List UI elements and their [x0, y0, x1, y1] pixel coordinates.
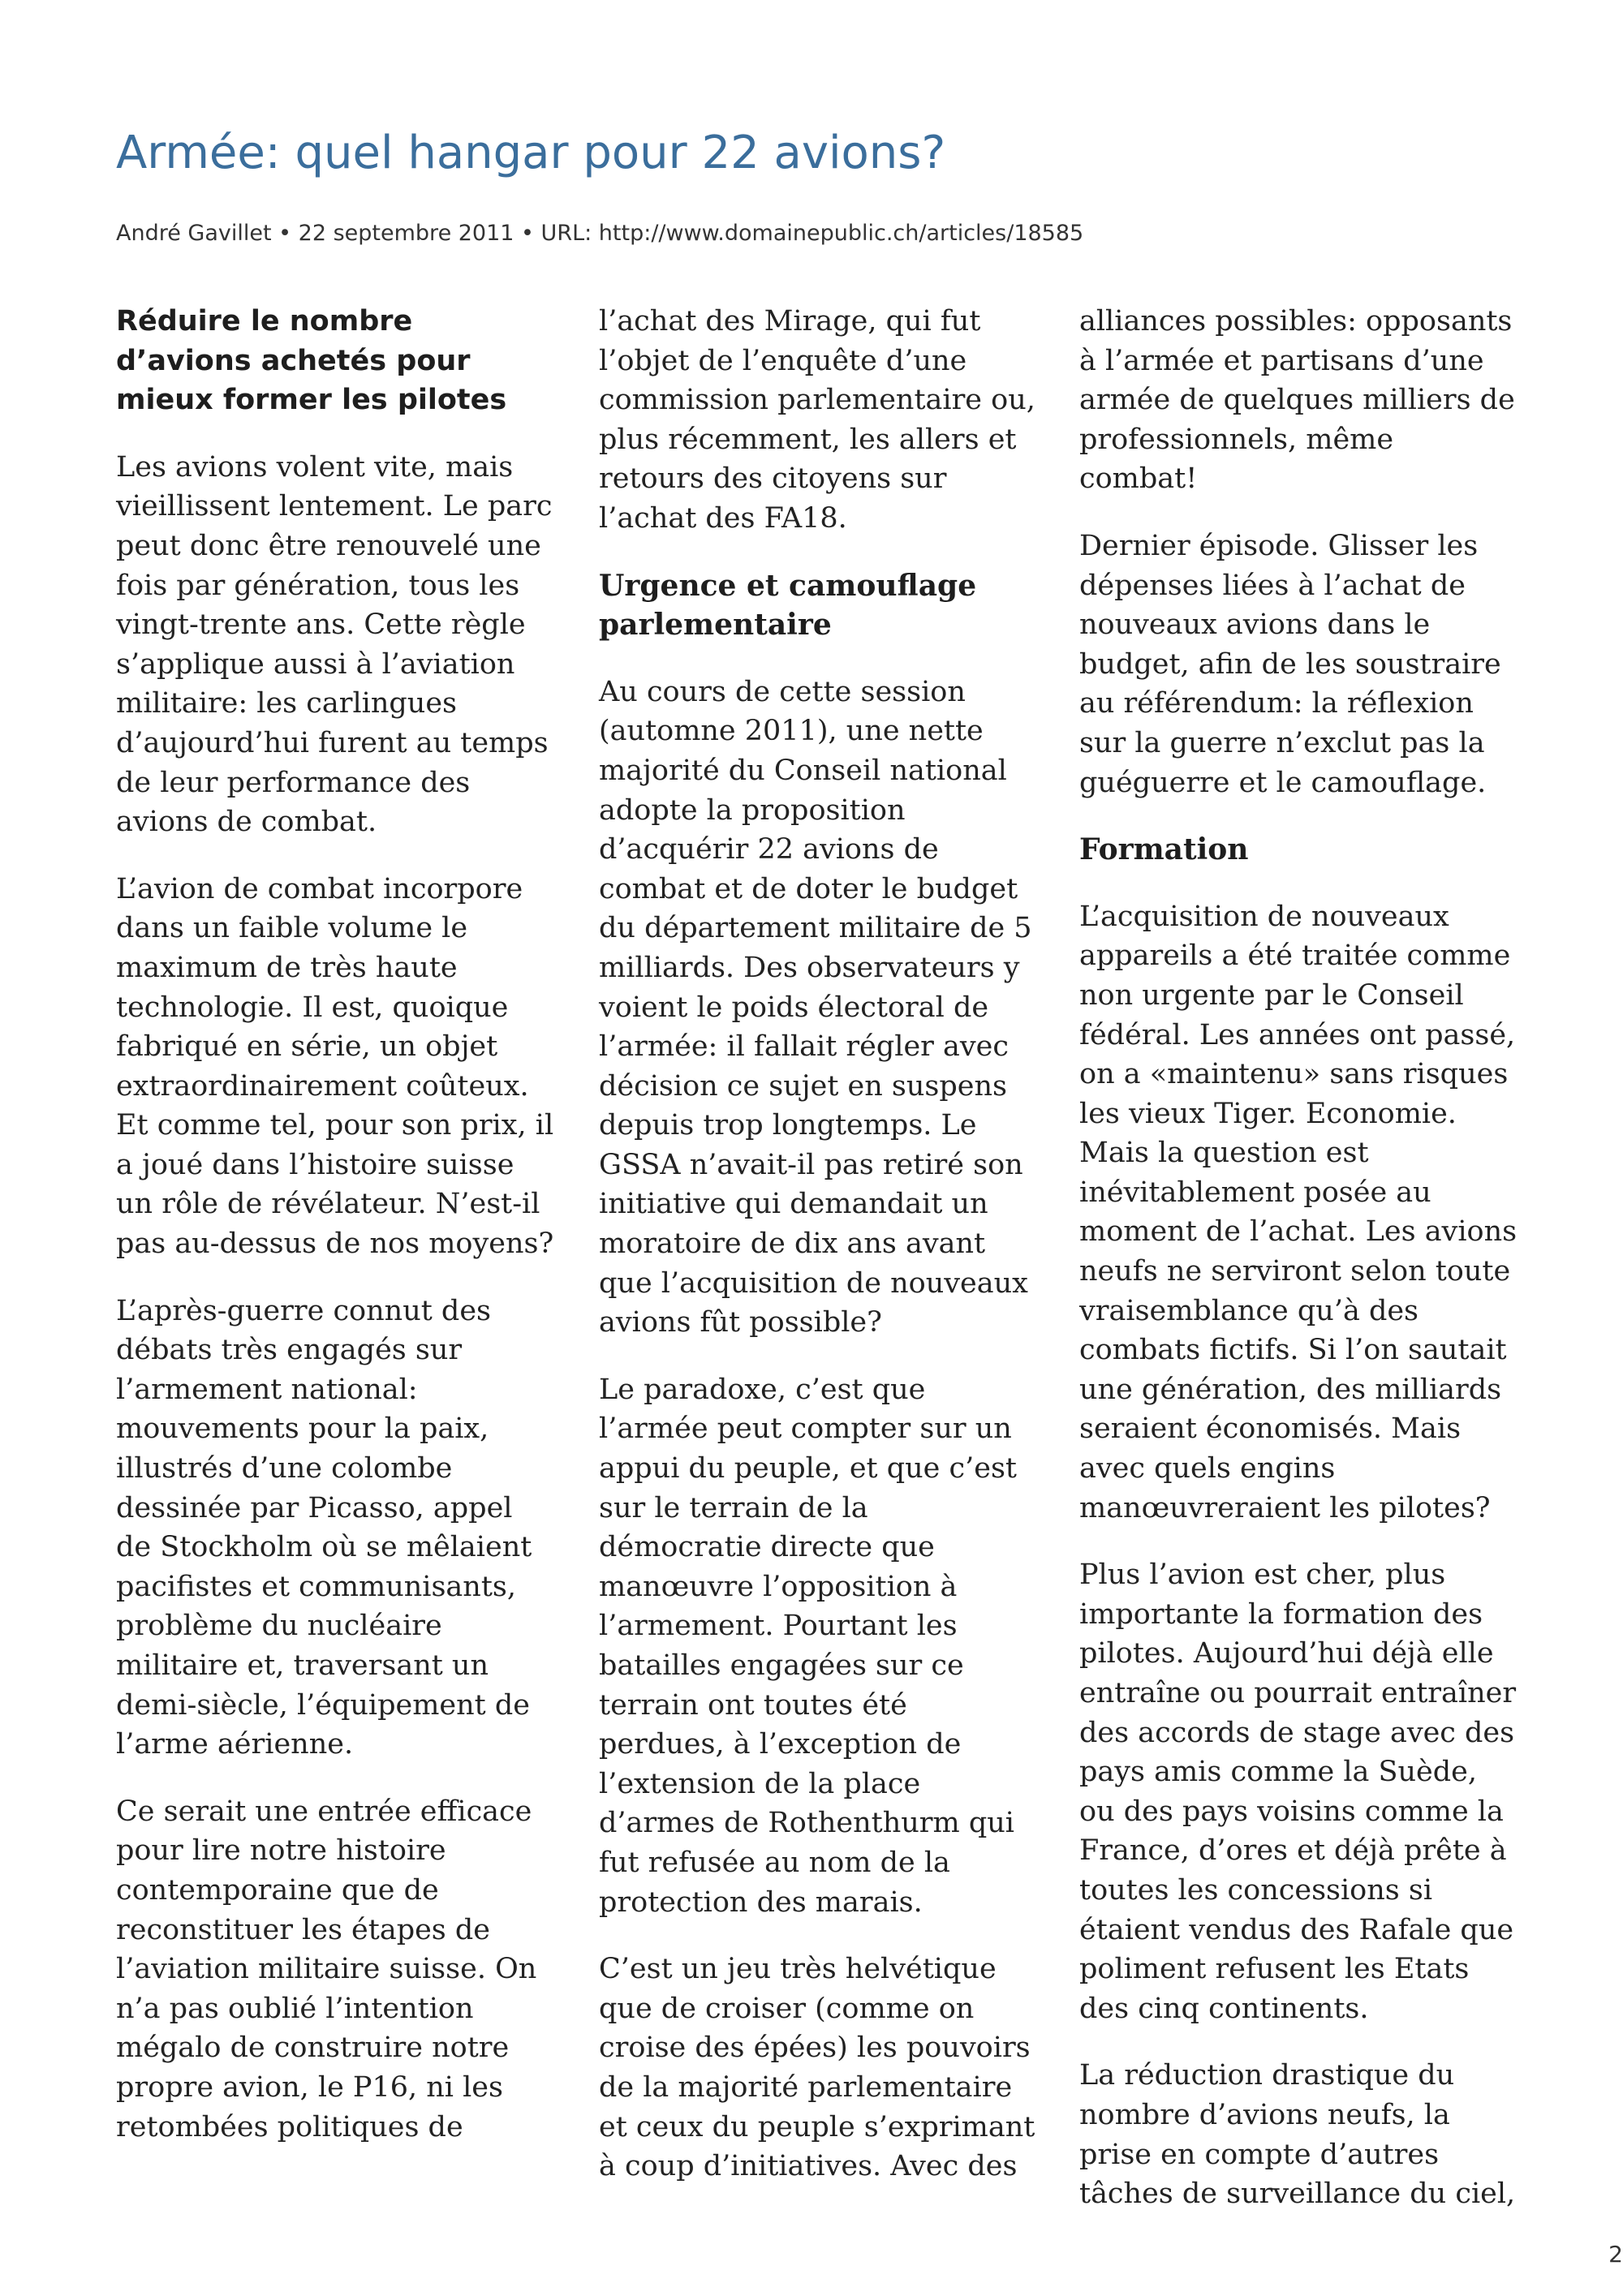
- section-heading: Formation: [1079, 832, 1249, 867]
- paragraph: L’avion de combat incorpore dans un faible volume le maximum de très haute technologie. Il est, quoique fabriqué en série, un objet extraordinairement coûteux. Et comme tel, pour son prix, il a joué dans l’histoire suisse un rôle de révélateur. N’est-il pas au-dessus de nos moyens?: [116, 872, 554, 1261]
- paragraph: Plus l’avion est cher, plus importante la formation des pilotes. Aujourd’hui déjà elle entraîne ou pourrait entraîner des accords de stage avec des pays amis comme la Suède, ou des pays voisins comme la France, d’ores et déjà prête à toutes les concessions si étaient vendus des Rafale que poliment refusent les Etats des cinq continents.: [1079, 1559, 1517, 2025]
- section-heading: Réduire le nombre d’avions achetés pour mieux former les pilotes: [116, 305, 507, 417]
- section-heading: Urgence et camouflage parlementaire: [599, 568, 977, 643]
- paragraph: alliances possibles: opposants à l’armée et partisans d’une armée de quelques milliers de professionnels, même combat!: [1079, 305, 1515, 496]
- paragraph: Les avions volent vite, mais vieillissent lentement. Le parc peut donc être renouvelé une fois par génération, tous les vingt-trente ans. Cette règle s’applique aussi à l’aviation militaire: les carlingues d’aujourd’hui furent au temps de leur performance des avions de combat.: [116, 450, 553, 839]
- text-column-2: [599, 302, 1037, 2214]
- text-column-1: [116, 302, 554, 2174]
- article-title: Armée: quel hangar pour 22 avions?: [116, 127, 946, 179]
- article-byline: André Gavillet • 22 septembre 2011 • URL: http://www.domainepublic.ch/articles/18585: [116, 221, 1084, 246]
- paragraph: Ce serait une entrée efficace pour lire notre histoire contemporaine que de reconstituer les étapes de l’aviation militaire suisse. On n’a pas oublié l’intention mégalo de construire notre propre avion, le P16, ni les retombées politiques de: [116, 1795, 537, 2143]
- text-column-3: [1079, 302, 1518, 2242]
- paragraph: L’acquisition de nouveaux appareils a été traitée comme non urgente par le Conseil fédéral. Les années ont passé, on a «maintenu» sans risques les vieux Tiger. Economie. Mais la question est inévitablement posée au moment de l’achat. Les avions neufs ne serviront selon toute vraisemblance qu’à des combats fictifs. Si l’on sautait une génération, des milliards seraient économisés. Mais avec quels engins manœuvreraient les pilotes?: [1079, 900, 1518, 1524]
- paragraph: L’après-guerre connut des débats très engagés sur l’armement national: mouvements pour la paix, illustrés d’une colombe dessinée par Picasso, appel de Stockholm où se mêlaient pacifistes et communisants, problème du nucléaire militaire et, traversant un demi-siècle, l’équipement de l’arme aérienne.: [116, 1294, 532, 1761]
- paragraph: l’achat des Mirage, qui fut l’objet de l’enquête d’une commission parlementaire ou, plus récemment, les allers et retours des citoyens sur l’achat des FA18.: [599, 305, 1035, 535]
- paragraph: C’est un jeu très helvétique que de croiser (comme on croise des épées) les pouvoirs de la majorité parlementaire et ceux du peuple s’exprimant à coup d’initiatives. Avec des: [599, 1953, 1035, 2183]
- paragraph: Au cours de cette session (automne 2011), une nette majorité du Conseil national adopte la proposition d’acquérir 22 avions de combat et de doter le budget du département militaire de 5 milliards. Des observateurs y voient le poids électoral de l’armée: il fallait régler avec décision ce sujet en suspens depuis trop longtemps. Le GSSA n’avait-il pas retiré son initiative qui demandait un moratoire de dix ans avant que l’acquisition de nouveaux avions fût possible?: [599, 675, 1032, 1339]
- paragraph: Le paradoxe, c’est que l’armée peut compter sur un appui du peuple, et que c’est sur le terrain de la démocratie directe que manœuvre l’opposition à l’armement. Pourtant les batailles engagées sur ce terrain ont toutes été perdues, à l’exception de l’extension de la place d’armes de Rothenthurm qui fut refusée au nom de la protection des marais.: [599, 1373, 1017, 1919]
- paragraph: La réduction drastique du nombre d’avions neufs, la prise en compte d’autres tâches de surveillance du ciel,: [1079, 2059, 1516, 2211]
- page-number: 2: [1608, 2241, 1623, 2268]
- paragraph: Dernier épisode. Glisser les dépenses liées à l’achat de nouveaux avions dans le budget, afin de les soustraire au référendum: la réflexion sur la guerre n’exclut pas la guéguerre et le camouflage.: [1079, 529, 1501, 799]
